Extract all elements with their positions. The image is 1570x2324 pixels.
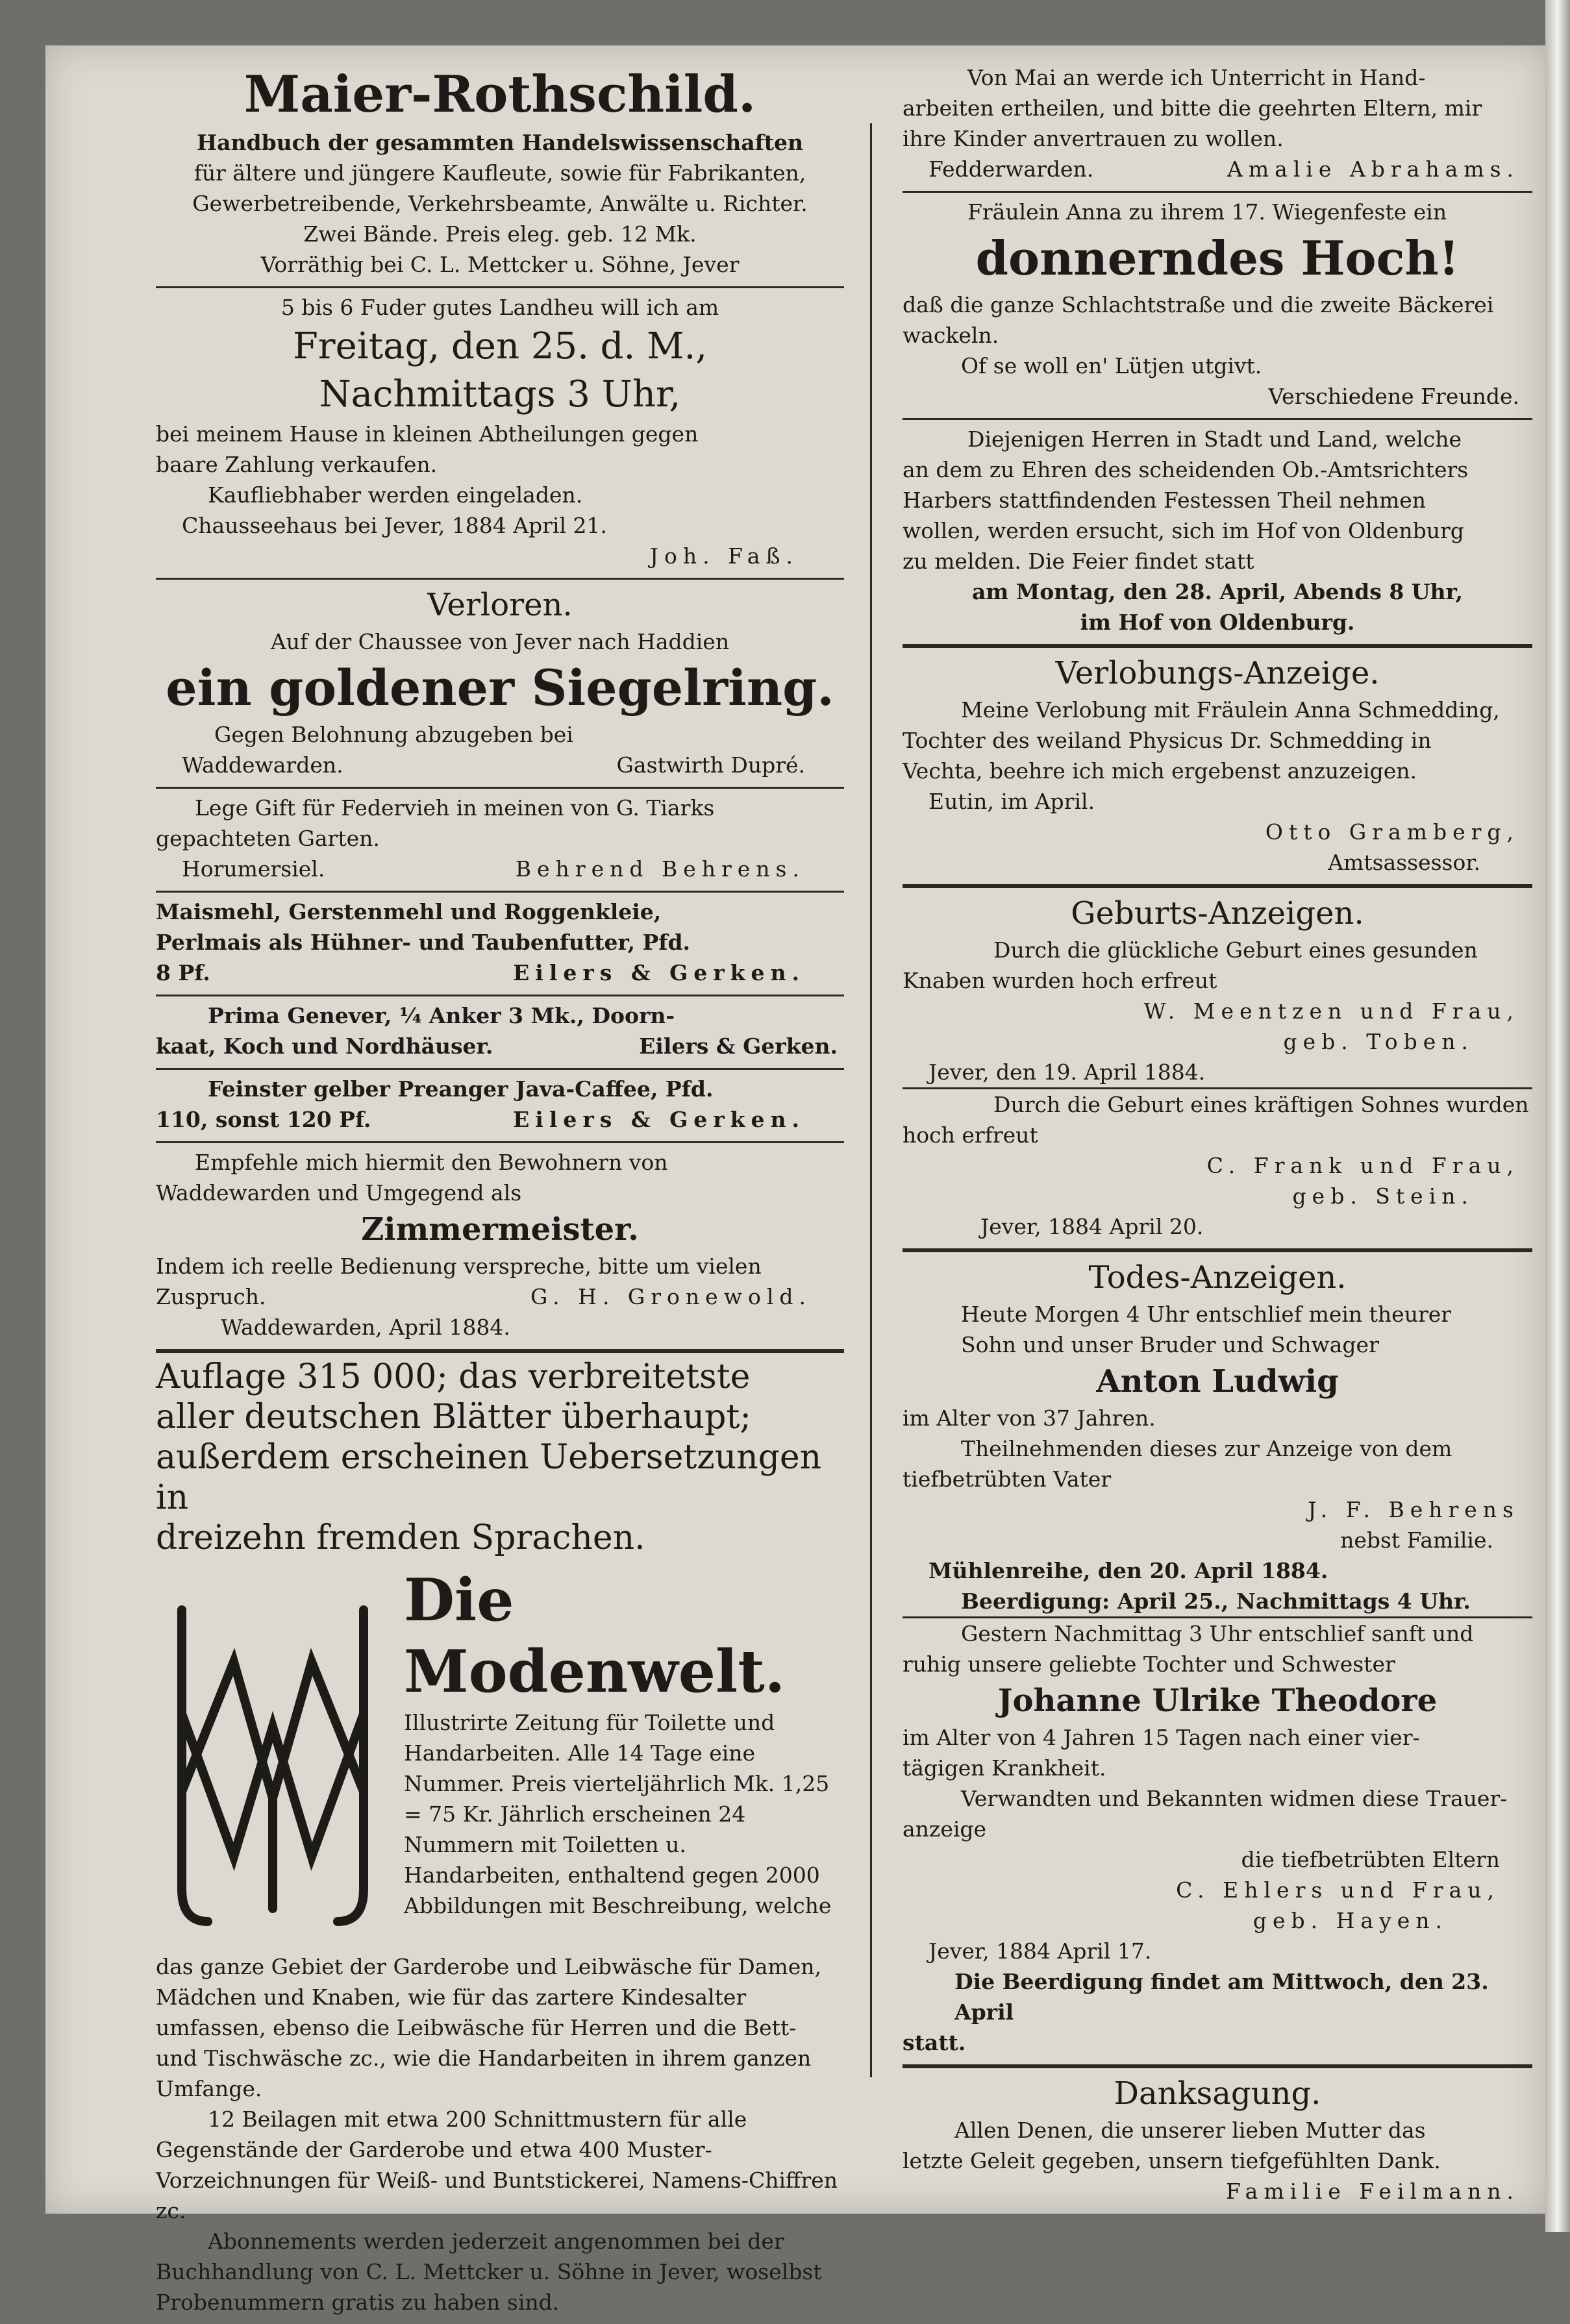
ad-line: statt. (903, 2030, 966, 2055)
ad-title: Verloren. (427, 587, 573, 623)
ad-signature: Behrend Behrens. (515, 856, 805, 882)
ad-signature: geb. Hayen. (1252, 1908, 1448, 1933)
ad-geburt (903, 888, 1532, 1252)
ad-line: Feinster gelber Preanger Java-Caffee, Pfd. (208, 1076, 714, 1102)
ad-hoch (903, 193, 1532, 420)
ad-name: Johanne Ulrike Theodore (997, 1683, 1438, 1719)
ad-line: Durch die glückliche Geburt eines gesunden (993, 937, 1478, 963)
ad-line: aller deutschen Blätter überhaupt; (156, 1398, 751, 1437)
ad-signature: Joh. Faß. (649, 543, 799, 569)
ad-headline: ein goldener Siegelring. (166, 659, 834, 717)
ad-signature: geb. Stein. (1292, 1183, 1474, 1209)
ad-danksagung (903, 2068, 1532, 2213)
ad-signature: W. Meentzen und Frau, (1143, 998, 1519, 1024)
ad-signature: Familie Feilmann. (1226, 2179, 1519, 2204)
ad-verloren (156, 580, 844, 789)
ad-line: Indem ich reelle Bedienung verspreche, bitte um vielen (156, 1254, 762, 1279)
ad-line: Theilnehmenden dieses zur Anzeige von dem (961, 1436, 1452, 1461)
ad-price: 8 Pf. (156, 960, 210, 985)
ad-place: Waddewarden. (182, 752, 343, 778)
ad-line: baare Zahlung verkaufen. (156, 452, 438, 477)
ad-line: Auf der Chaussee von Jever nach Haddien (270, 629, 730, 654)
ad-paragraph: 12 Beilagen mit etwa 200 Schnittmustern für alle Gegenstände der Garderobe und etwa 400 Muster-Vorzeichnungen für Weiß- und Buntstickerei, Namens-Chiffren zc. (156, 2107, 838, 2223)
ad-line: ihre Kinder anvertrauen zu wollen. (903, 126, 1284, 151)
ad-signature: die tiefbetrübten Eltern (1241, 1847, 1500, 1872)
ad-line: wackeln. (903, 323, 999, 348)
ad-maismehl (156, 893, 844, 996)
ad-line: Waddewarden, April 1884. (221, 1315, 510, 1340)
ad-line: Empfehle mich hiermit den Bewohnern von (195, 1150, 668, 1175)
ad-gift (156, 789, 844, 893)
ad-title: Maier-Rothschild. (243, 65, 756, 124)
ad-title: Zimmermeister. (361, 1211, 639, 1248)
ad-line: 5 bis 6 Fuder gutes Landheu will ich am (280, 295, 719, 320)
ad-line: außerdem erscheinen Uebersetzungen in (156, 1438, 822, 1517)
ad-line: zu melden. Die Feier findet statt (903, 549, 1254, 574)
ad-time: Nachmittags 3 Uhr, (319, 373, 681, 415)
ad-line: hoch erfreut (903, 1122, 1038, 1148)
ad-line: im Alter von 4 Jahren 15 Tagen nach einer vier- (903, 1725, 1420, 1750)
ad-line: Harbers stattfindenden Festessen Theil nehmen (903, 488, 1427, 513)
ad-signature: Eilers & Gerken. (513, 1107, 805, 1132)
ad-signature: Amalie Abrahams. (1227, 156, 1519, 182)
ad-maier-rothschild (156, 58, 844, 288)
ad-signature: C. Ehlers und Frau, (1176, 1877, 1500, 1903)
ad-date: Mühlenreihe, den 20. April 1884. (928, 1558, 1328, 1583)
ad-zimmermeister (156, 1143, 844, 1353)
ad-title: Die Modenwelt. (404, 1566, 786, 1706)
ad-line: dreizehn fremden Sprachen. (156, 1518, 645, 1557)
ad-date: Freitag, den 25. d. M., (292, 325, 708, 367)
ad-line: Meine Verlobung mit Fräulein Anna Schmedding, (961, 697, 1500, 723)
ad-line: Verwandten und Bekannten widmen diese Trauer- (961, 1786, 1508, 1811)
ad-line: tiefbetrübten Vater (903, 1466, 1112, 1492)
ad-signature: Verschiedene Freunde. (1268, 384, 1519, 409)
ad-auflage (156, 1353, 844, 1564)
ad-title: Todes-Anzeigen. (1088, 1259, 1347, 1296)
ad-line: gepachteten Garten. (156, 826, 380, 851)
ad-todes (903, 1252, 1532, 2068)
ad-line: Waddewarden und Umgegend als (156, 1180, 522, 1205)
ad-line: Tochter des weiland Physicus Dr. Schmedding in (903, 728, 1432, 753)
ad-date: Jever, 1884 April 20. (980, 1214, 1204, 1239)
ad-landheu (156, 288, 844, 580)
ad-line: für ältere und jüngere Kaufleute, sowie für Fabrikanten, (193, 160, 806, 186)
ad-line: 110, sonst 120 Pf. (156, 1107, 371, 1132)
ad-signature: geb. Toben. (1283, 1029, 1474, 1054)
ad-signature: Amtsassessor. (1328, 850, 1480, 875)
ad-line: Von Mai an werde ich Unterricht in Hand- (967, 65, 1426, 90)
ad-line: Prima Genever, ¼ Anker 3 Mk., Doorn- (208, 1003, 675, 1028)
ad-paragraph: das ganze Gebiet der Garderobe und Leibwäsche für Damen, Mädchen und Knaben, wie für das zartere Kindesalter umfassen, ebenso die Leibwäsche für Herren und die Bett- und Tischwäsche zc., wie die Handarbeiten in ihrem ganzen Umfange. (156, 1954, 821, 2101)
ad-signature: J. F. Behrens (1308, 1497, 1519, 1522)
ad-signature: Otto Gramberg, (1265, 819, 1519, 845)
ad-signature: Eilers & Gerken. (639, 1033, 838, 1059)
ad-line: an dem zu Ehren des scheidenden Ob.-Amtsrichters (903, 457, 1469, 482)
ad-line: Durch die Geburt eines kräftigen Sohnes wurden (993, 1092, 1529, 1117)
ad-line: Zuspruch. (156, 1284, 266, 1309)
ad-line: Die Beerdigung findet am Mittwoch, den 23. April (954, 1969, 1489, 2025)
ad-paragraph: Illustrirte Zeitung für Toilette und Handarbeiten. Alle 14 Tage eine Nummer. Preis vierteljährlich Mk. 1,25 = 75 Kr. Jährlich erscheinen 24 Nummern mit Toiletten u. Handarbeiten, enthaltend gegen 2000 Abbildungen mit Beschreibung, welche (404, 1710, 832, 1918)
ad-title: Danksagung. (1114, 2075, 1321, 2112)
ad-headline: donnerndes Hoch! (975, 230, 1460, 286)
ad-signature: G. H. Gronewold. (530, 1284, 812, 1309)
ad-verlobung (903, 648, 1532, 888)
ad-date: Jever, den 19. April 1884. (903, 1057, 1532, 1089)
ad-line: Gegen Belohnung abzugeben bei (214, 722, 573, 747)
ad-signature: nebst Familie. (1340, 1527, 1493, 1553)
ad-line: anzeige (903, 1816, 987, 1842)
ad-line: am Montag, den 28. April, Abends 8 Uhr, (971, 579, 1464, 604)
ad-line: kaat, Koch und Nordhäuser. (156, 1033, 493, 1059)
ad-burial: Beerdigung: April 25., Nachmittags 4 Uhr. (903, 1586, 1532, 1618)
ad-line: letzte Geleit gegeben, unsern tiefgefühlten Dank. (903, 2148, 1441, 2173)
ad-line: Allen Denen, die unserer lieben Mutter das (954, 2118, 1426, 2143)
ad-line: Perlmais als Hühner- und Taubenfutter, Pfd. (156, 930, 691, 955)
ad-line: Zwei Bände. Preis eleg. geb. 12 Mk. (303, 221, 697, 247)
ad-line: arbeiten ertheilen, und bitte die geehrten Eltern, mir (903, 95, 1482, 121)
left-column (156, 58, 844, 2324)
ad-line: Gewerbetreibende, Verkehrsbeamte, Anwälte u. Richter. (192, 191, 808, 216)
ad-line: Vechta, beehre ich mich ergebenst anzuzeigen. (903, 758, 1417, 784)
page-edge (1545, 0, 1570, 2232)
ad-line: Vorräthig bei C. L. Mettcker u. Söhne, Jever (260, 252, 740, 277)
ad-signature: Gastwirth Dupré. (616, 752, 805, 778)
ad-place: Horumersiel. (182, 856, 325, 882)
column-divider (870, 123, 872, 2077)
ad-line: daß die ganze Schlachtstraße und die zweite Bäckerei (903, 292, 1494, 317)
ad-line: Chausseehaus bei Jever, 1884 April 21. (182, 513, 608, 538)
ad-line: Of se woll en' Lütjen utgivt. (961, 353, 1262, 378)
ad-line: Fräulein Anna zu ihrem 17. Wiegenfeste ein (967, 199, 1447, 225)
ad-paragraph: Abonnements werden jederzeit angenommen bei der Buchhandlung von C. L. Mettcker u. Söhne in Jever, woselbst Probenummern gratis zu haben sind. (156, 2229, 822, 2315)
ad-line: im Hof von Oldenburg. (1080, 610, 1355, 635)
ad-line: bei meinem Hause in kleinen Abtheilungen gegen (156, 421, 699, 447)
ad-line: im Alter von 37 Jahren. (903, 1405, 1156, 1431)
ad-modenwelt-continued (156, 1947, 844, 2324)
ad-place: Fedderwarden. (928, 156, 1094, 182)
ad-signature: C. Frank und Frau, (1206, 1153, 1519, 1178)
modenwelt-logo (156, 1584, 390, 1947)
ad-line: tägigen Krankheit. (903, 1755, 1106, 1781)
ad-line: Lege Gift für Federvieh in meinen von G. Tiarks (195, 795, 715, 821)
ad-modenwelt (156, 1564, 844, 1947)
ad-line: Gestern Nachmittag 3 Uhr entschlief sanft und (961, 1621, 1474, 1646)
ad-line: Eutin, im April. (928, 789, 1095, 814)
ad-name: Anton Ludwig (1096, 1363, 1339, 1400)
ad-line: ruhig unsere geliebte Tochter und Schwester (903, 1651, 1395, 1677)
ad-date: Jever, 1884 April 17. (928, 1938, 1152, 1964)
ad-line: Diejenigen Herren in Stadt und Land, welche (967, 426, 1462, 452)
ad-signature: Eilers & Gerken. (513, 960, 805, 985)
ad-title: Verlobungs-Anzeige. (1055, 655, 1380, 691)
ad-unterricht (903, 58, 1532, 193)
ad-line: Kaufliebhaber werden eingeladen. (208, 482, 583, 508)
ad-title: Geburts-Anzeigen. (1071, 895, 1364, 932)
ad-caffee (156, 1070, 844, 1143)
ad-subtitle: Handbuch der gesammten Handelswissenschaften (196, 130, 804, 155)
ad-line: Maismehl, Gerstenmehl und Roggenkleie, (156, 899, 662, 924)
ad-line: Heute Morgen 4 Uhr entschlief mein theurer (961, 1302, 1452, 1327)
ad-line: wollen, werden ersucht, sich im Hof von Oldenburg (903, 518, 1464, 543)
ad-line: Sohn und unser Bruder und Schwager (961, 1332, 1379, 1357)
ad-genever (156, 996, 844, 1070)
ad-festessen (903, 420, 1532, 648)
right-column (903, 58, 1532, 2213)
ad-line: Auflage 315 000; das verbreitetste (156, 1357, 751, 1396)
ad-line: Knaben wurden hoch erfreut (903, 968, 1217, 993)
